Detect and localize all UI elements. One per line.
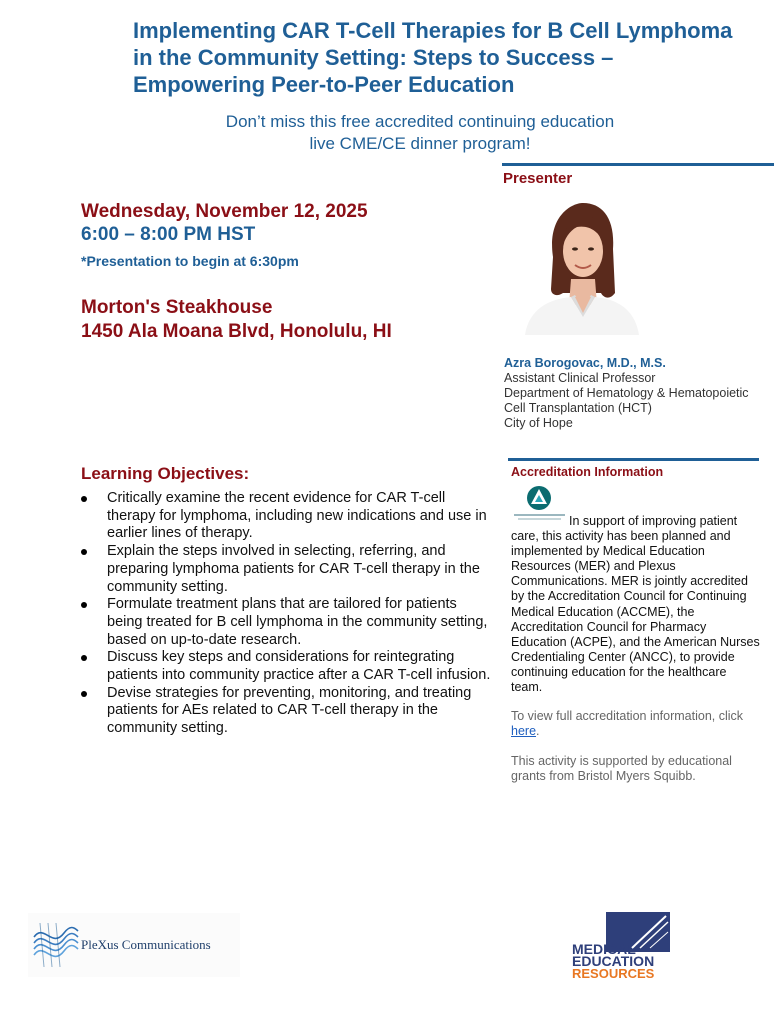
subtitle: [170, 111, 670, 155]
accreditation-link[interactable]: here: [511, 724, 537, 739]
subtitle-line-1: Don’t miss this free accredited continuing education: [225, 112, 615, 131]
subtitle-line-2: live CME/CE dinner program!: [309, 134, 531, 153]
presenter-department-2: Cell Transplantation (HCT): [504, 401, 652, 415]
mer-logo: [570, 912, 672, 982]
list-item: Formulate treatment plans that are tailored for patients being treated for B cell lymphoma in the community setting, based on up-to-date research.: [81, 596, 491, 649]
accreditation-statement: In support of improving patient care, this activity has been planned and implemented by Medical Education Resources (MER) and Plexus Communications. MER is jointly accredited by the Accreditation Council for Continuing Medical Education (ACCME), the Accreditation Council for Pharmacy Education (ACPE), and the American Nurses Credentialing Center (ANCC), to provide continuing education for the healthcare team.: [511, 514, 760, 695]
presenter-photo: [519, 197, 643, 335]
plexus-logo: [28, 913, 240, 977]
list-item: Critically examine the recent evidence for CAR T-cell therapy for lymphoma, including new indications and use in earlier lines of therapy.: [81, 490, 491, 543]
event-note: *Presentation to begin at 6:30pm: [81, 253, 299, 269]
mer-word-1: MEDICAL: [572, 941, 636, 957]
mer-logo-icon: [570, 912, 672, 982]
list-item: Discuss key steps and considerations for reintegrating patients into community practice after a CAR T-cell infusion.: [81, 649, 491, 684]
event-date: Wednesday, November 12, 2025: [81, 201, 368, 222]
accreditation-divider: [508, 458, 759, 461]
presenter-name: Azra Borogovac, M.D., M.S.: [504, 356, 666, 370]
list-item: Explain the steps involved in selecting, referring, and preparing lymphoma patients for CAR T-cell therapy in the community setting.: [81, 543, 491, 596]
presenter-info: [504, 356, 772, 431]
mer-word-2: EDUCATION: [572, 953, 655, 969]
objectives-list: [81, 490, 491, 738]
event-venue: [81, 296, 392, 344]
event-time: 6:00 – 8:00 PM HST: [81, 224, 256, 245]
bullet-icon: [81, 549, 87, 555]
support-statement: This activity is supported by educational grants from Bristol Myers Squibb.: [511, 754, 732, 784]
presenter-heading: Presenter: [503, 170, 573, 187]
presenter-title: Assistant Clinical Professor: [504, 371, 656, 385]
presenter-institution: City of Hope: [504, 416, 573, 430]
list-item: Devise strategies for preventing, monitoring, and treating patients for AEs related to CAR T-cell therapy in the community setting.: [81, 685, 491, 738]
bullet-icon: [81, 691, 87, 697]
presenter-department-1: Department of Hematology & Hematopoietic: [504, 386, 749, 400]
plexus-wave-icon: [30, 919, 80, 971]
page-title: Implementing CAR T-Cell Therapies for B Cell Lymphoma in the Community Setting: Steps to Success – Empowering Peer-to-Peer Education: [133, 18, 733, 97]
bullet-icon: [81, 496, 87, 502]
presenter-divider: [502, 163, 774, 166]
venue-name: Morton's Steakhouse: [81, 297, 273, 318]
venue-address: 1450 Ala Moana Blvd, Honolulu, HI: [81, 321, 392, 342]
bullet-icon: [81, 655, 87, 661]
objectives-heading: Learning Objectives:: [81, 464, 250, 483]
plexus-name: PleXus Communications: [81, 937, 211, 952]
bullet-icon: [81, 602, 87, 608]
accreditation-heading: Accreditation Information: [511, 465, 664, 479]
mer-word-3: RESOURCES: [572, 966, 655, 981]
presenter-portrait-icon: [519, 197, 643, 335]
accreditation-view: To view full accreditation information, click here.: [511, 709, 744, 739]
